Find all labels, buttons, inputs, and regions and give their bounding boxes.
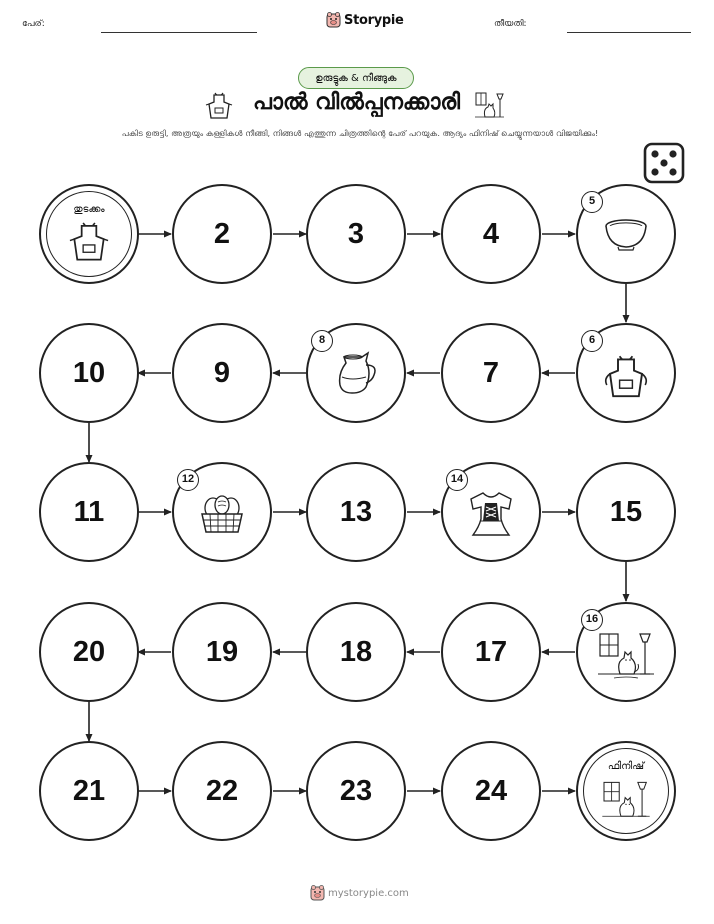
bowl-icon <box>603 216 649 252</box>
activity-badge: ഉരുട്ടുക & നീങ്ങുക <box>298 67 414 89</box>
cell-number: 21 <box>72 774 106 807</box>
brand-name: Storypie <box>344 12 404 28</box>
cell-number: 13 <box>339 495 373 528</box>
cell-number-badge: 12 <box>177 469 199 491</box>
cell-number: 3 <box>347 217 365 250</box>
cell-number: 11 <box>73 495 105 528</box>
cell-number: 9 <box>213 356 231 389</box>
cell-number: 17 <box>474 635 508 668</box>
board-cell-14[interactable] <box>441 462 541 562</box>
apron-icon <box>603 353 649 401</box>
board-cell-16[interactable] <box>576 602 676 702</box>
board-cell-10[interactable] <box>39 323 139 423</box>
board-cell-2[interactable] <box>172 184 272 284</box>
footer <box>310 885 409 901</box>
pig-mascot-icon <box>310 885 325 901</box>
cell-number: 24 <box>474 774 508 807</box>
pitcher-icon <box>332 349 380 397</box>
cell-number: 4 <box>482 217 500 250</box>
board-cell-23[interactable] <box>306 741 406 841</box>
bread-basket-icon <box>198 494 246 536</box>
board-cell-18[interactable] <box>306 602 406 702</box>
cell-number: 22 <box>205 774 239 807</box>
footer-url[interactable]: mystorypie.com <box>328 887 409 899</box>
board-cell-6[interactable] <box>576 323 676 423</box>
date-label: തീയതി: <box>494 19 527 29</box>
board-cell-13[interactable] <box>306 462 406 562</box>
board-cell-19[interactable] <box>172 602 272 702</box>
cell-number-badge: 16 <box>581 609 603 631</box>
cell-number-badge: 8 <box>311 330 333 352</box>
board-cell-17[interactable] <box>441 602 541 702</box>
board-cell-20[interactable] <box>39 602 139 702</box>
cell-number: 18 <box>339 635 373 668</box>
cell-number: 23 <box>339 774 373 807</box>
board-cell-4[interactable] <box>441 184 541 284</box>
board-cell-3[interactable] <box>306 184 406 284</box>
cat-room-icon <box>596 630 656 682</box>
instructions-text: പകിട ഉരുട്ടി, അത്രയും കള്ളികൾ നീങ്ങി, നിങ്ങൾ എത്തുന്ന ചിത്രത്തിന്റെ പേര് പറയുക. ആദ്യം ഫിനിഷ് ചെയ്യുന്നയാൾ വിജയിക്കും! <box>121 128 599 138</box>
page-title: പാൽ വിൽപ്പനക്കാരി <box>253 90 460 115</box>
cell-number: 7 <box>482 356 500 389</box>
cell-number: 15 <box>609 495 643 528</box>
board-cell-12[interactable] <box>172 462 272 562</box>
board-cell-8[interactable] <box>306 323 406 423</box>
board-cell-11[interactable] <box>39 462 139 562</box>
board-cell-7[interactable] <box>441 323 541 423</box>
board-cell-start[interactable] <box>39 184 139 284</box>
cell-number-badge: 14 <box>446 469 468 491</box>
finish-label: ഫിനിഷ് <box>607 761 645 772</box>
name-label: പേര്: <box>22 19 45 29</box>
start-label: തുടക്കം <box>73 204 105 215</box>
board-cell-finish[interactable] <box>576 741 676 841</box>
cell-number: 20 <box>72 635 106 668</box>
apron-icon <box>67 220 111 264</box>
cell-number: 19 <box>205 635 239 668</box>
cell-number: 2 <box>213 217 231 250</box>
dress-bodice-icon <box>467 489 515 539</box>
cell-number: 10 <box>72 356 106 389</box>
board-cell-21[interactable] <box>39 741 139 841</box>
board-cell-9[interactable] <box>172 323 272 423</box>
board-cell-24[interactable] <box>441 741 541 841</box>
cell-number-badge: 5 <box>581 191 603 213</box>
board-cell-22[interactable] <box>172 741 272 841</box>
board-cell-5[interactable] <box>576 184 676 284</box>
cell-number-badge: 6 <box>581 330 603 352</box>
cat-room-icon <box>600 779 652 823</box>
board-cell-15[interactable] <box>576 462 676 562</box>
